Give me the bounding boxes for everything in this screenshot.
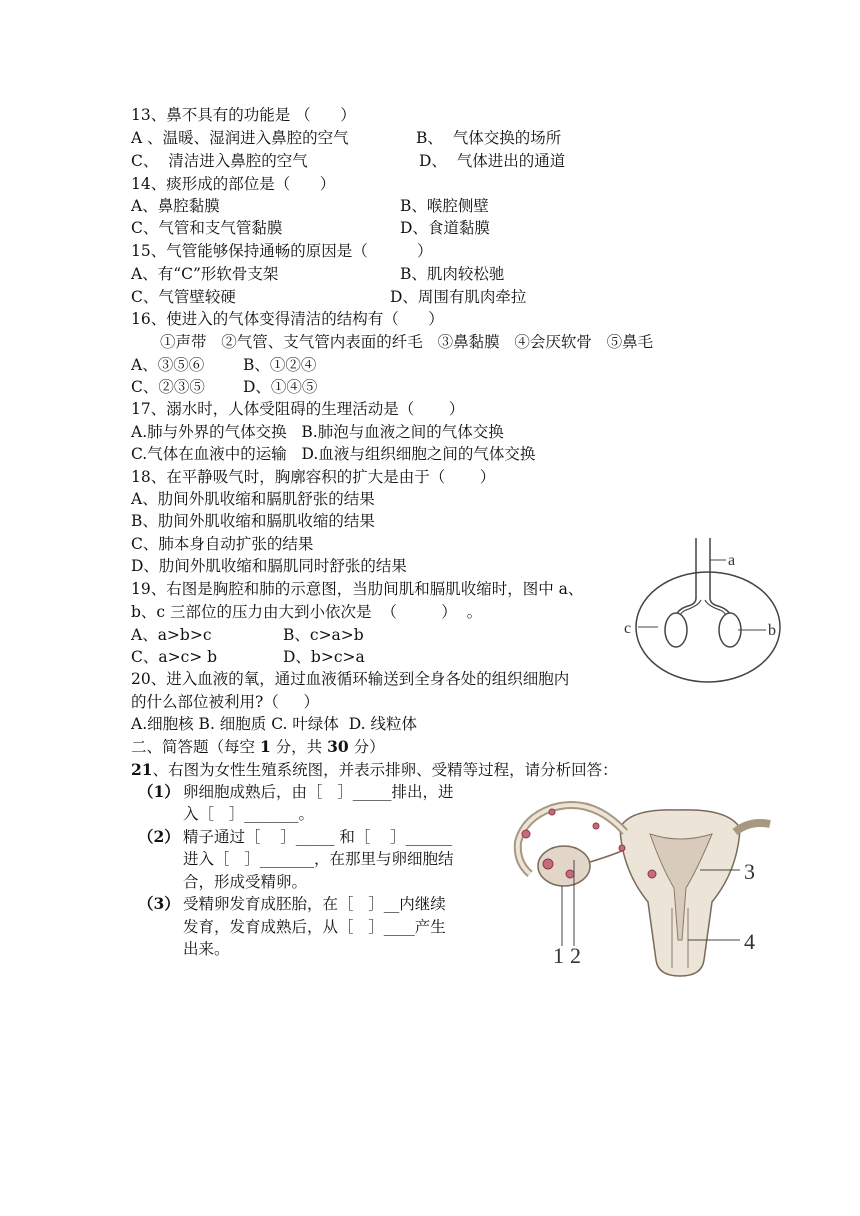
q16-option-a: A、③⑤⑥ — [131, 356, 205, 374]
q15-option-c: C、气管壁较硬 — [131, 288, 236, 306]
q15-stem: 15、气管能够保持通畅的原因是（ ） — [131, 242, 433, 260]
q21-part1-line1: 卵细胞成熟后，由［ ］_____排出，进 — [183, 783, 454, 801]
q19-option-c: C、a>c> b — [131, 648, 218, 666]
q15-option-b: B、肌肉较松驰 — [400, 265, 505, 283]
q19-stem-line2: b、c 三部位的压力由大到小依次是 （ ） 。 — [131, 603, 483, 621]
label-3: 3 — [744, 859, 755, 884]
q21-part1-line2: 入［ ］_______。 — [183, 805, 315, 823]
q21-part2-line3: 合，形成受精卵。 — [183, 873, 308, 891]
label-a: a — [728, 552, 736, 569]
q14-option-b: B、喉腔侧壁 — [400, 197, 489, 215]
q17-options-cd: C.气体在血液中的运输 D.血液与组织细胞之间的气体交换 — [131, 445, 536, 463]
q16-option-c: C、②③⑤ — [131, 378, 205, 396]
egg-cell — [549, 809, 555, 815]
q14-stem: 14、痰形成的部位是（ ） — [131, 175, 336, 193]
q16-option-b: B、①②④ — [243, 356, 317, 374]
right-oviduct — [735, 823, 770, 832]
q18-stem: 18、在平静吸气时，胸廓容积的扩大是由于（ ） — [131, 468, 496, 486]
right-lung — [719, 613, 741, 647]
q20-options: A.细胞核 B. 细胞质 C. 叶绿体 D. 线粒体 — [131, 715, 417, 733]
thorax-lung-diagram — [618, 530, 818, 690]
q17-options-ab: A.肺与外界的气体交换 B.肺泡与血液之间的气体交换 — [131, 423, 504, 441]
q19-option-a: A、a>b>c — [131, 626, 212, 644]
q13-option-c: C、 清洁进入鼻腔的空气 — [131, 152, 308, 170]
q15-option-a: A、有“C”形软骨支架 — [131, 265, 279, 283]
egg-cell — [543, 859, 553, 869]
q14-option-c: C、气管和支气管黏膜 — [131, 219, 283, 237]
q20-stem-line2: 的什么部位被利用?（ ） — [131, 693, 319, 711]
q21-part3-line3: 出来。 — [183, 940, 230, 958]
q14-option-d: D、食道黏膜 — [400, 219, 490, 237]
q16-option-d: D、①④⑤ — [243, 378, 318, 396]
q21-part2-number: （2） — [138, 827, 180, 846]
q14-option-a: A、鼻腔黏膜 — [131, 197, 220, 215]
q13-option-a: A 、温暖、湿润进入鼻腔的空气 — [131, 129, 349, 147]
female-reproductive-system-diagram — [500, 790, 780, 986]
egg-cell — [593, 823, 599, 829]
q21-part1-number: （1） — [138, 782, 180, 801]
q21-part3-line1: 受精卵发育成胚胎，在［ ］__内继续 — [183, 895, 446, 913]
left-lung — [665, 613, 687, 647]
q21-part3-line2: 发育，发育成熟后，从［ ］____产生 — [183, 918, 446, 936]
egg-cell — [566, 870, 574, 878]
q21-part2-line2: 进入［ ］_______，在那里与卵细胞结 — [183, 850, 454, 868]
label-2: 2 — [570, 943, 581, 968]
q16-items: ①声带 ②气管、支气管内表面的纤毛 ③鼻黏膜 ④会厌软骨 ⑤鼻毛 — [160, 333, 654, 351]
label-4: 4 — [744, 929, 755, 954]
trachea-right-wall — [710, 538, 731, 616]
q15-option-d: D、周围有肌肉牵拉 — [390, 288, 527, 306]
q18-option-c: C、肺本身自动扩张的结果 — [131, 535, 314, 553]
embryo — [648, 870, 656, 878]
q19-option-b: B、c>a>b — [283, 626, 364, 644]
q21-part2-line1: 精子通过［ ］_____ 和［ ］______ — [183, 828, 453, 846]
section2-heading: 二、简答题（每空 1 分，共 30 分） — [131, 737, 385, 756]
q19-option-d: D、b>c>a — [283, 648, 365, 666]
q16-stem: 16、使进入的气体变得清洁的结构有（ ） — [131, 310, 444, 328]
q18-option-a: A、肋间外肌收缩和膈肌舒张的结果 — [131, 490, 375, 508]
q18-option-b: B、肋间外肌收缩和膈肌收缩的结果 — [131, 512, 375, 530]
egg-cell — [522, 830, 530, 838]
q20-stem-line1: 20、进入血液的氧，通过血液循环输送到全身各处的组织细胞内 — [131, 670, 570, 688]
label-1: 1 — [553, 943, 564, 968]
label-c: c — [624, 620, 632, 637]
label-b: b — [768, 622, 776, 639]
q13-option-d: D、 气体进出的通道 — [419, 152, 566, 170]
q17-stem: 17、溺水时，人体受阻碍的生理活动是（ ） — [131, 400, 465, 418]
q21-stem: 21、右图为女性生殖系统图，并表示排卵、受精等过程，请分析回答： — [131, 760, 618, 779]
fertilized-egg — [619, 845, 625, 851]
q13-option-b: B、 气体交换的场所 — [416, 129, 562, 147]
q13-stem: 13、鼻不具有的功能是 （ ） — [131, 106, 356, 124]
q18-option-d: D、肋间外肌收缩和膈肌同时舒张的结果 — [131, 557, 407, 575]
q21-part3-number: （3） — [138, 894, 180, 913]
q19-stem-line1: 19、右图是胸腔和肺的示意图，当肋间肌和膈肌收缩时，图中 a、 — [131, 580, 584, 598]
ovarian-ligament — [590, 850, 624, 862]
